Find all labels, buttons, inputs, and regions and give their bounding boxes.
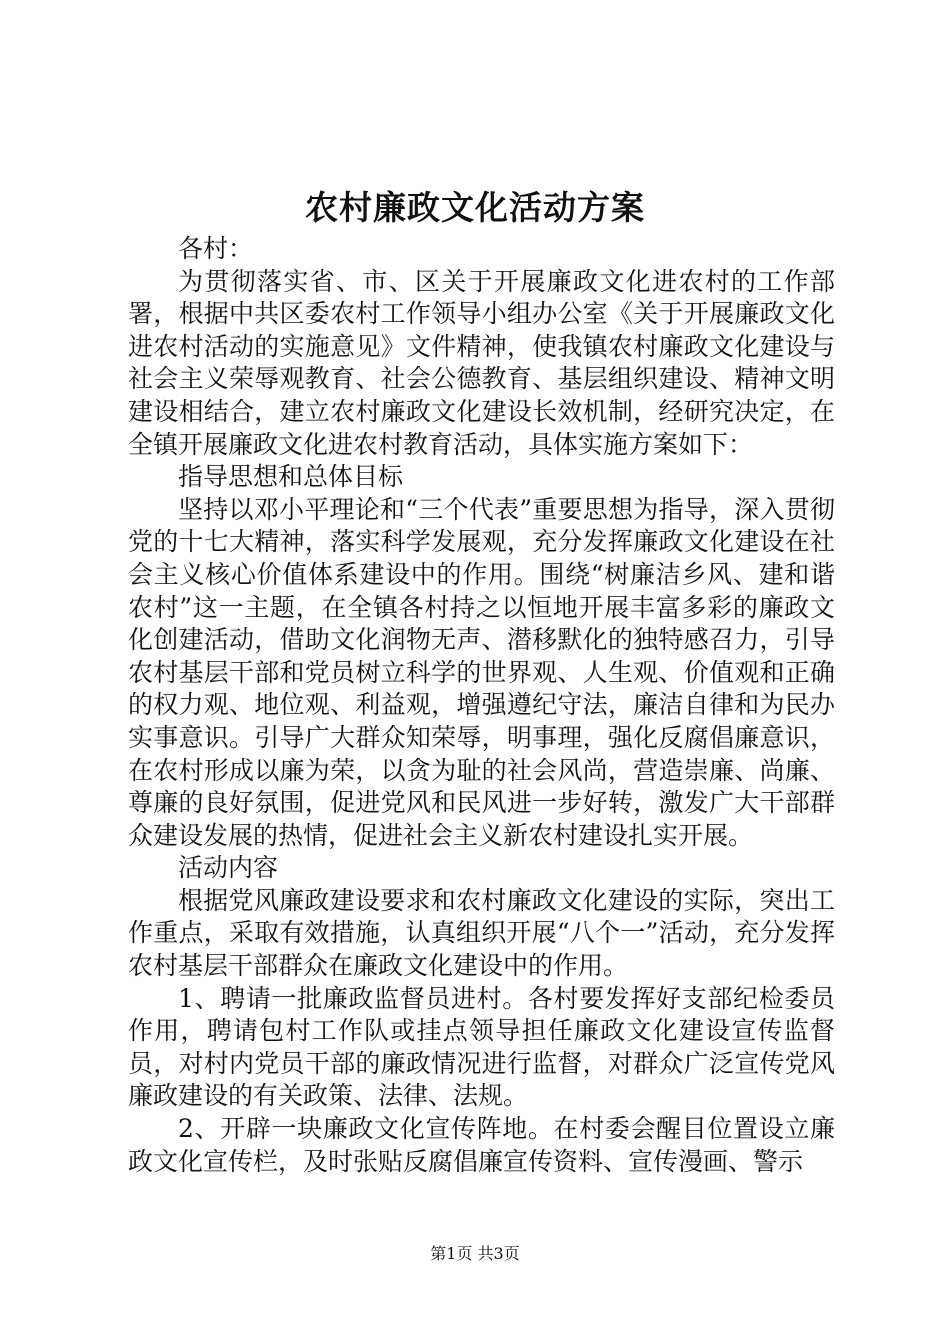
section-heading-activity-content: 活动内容 <box>178 853 279 883</box>
activity-content-paragraph: 根据党风廉政建设要求和农村廉政文化建设的实际，突出工作重点，采取有效措施，认真组织开展“八个一”活动，充分发挥农村基层干部群众在廉政文化建设中的作用。 <box>128 885 835 981</box>
intro-paragraph: 为贯彻落实省、市、区关于开展廉政文化进农村的工作部署，根据中共区委农村工作领导小组办公室《关于开展廉政文化进农村活动的实施意见》文件精神，使我镇农村廉政文化建设与社会主义荣辱观教育、社会公德教育、基层组织建设、精神文明建设相结合，建立农村廉政文化建设长效机制，经研究决定，在全镇开展廉政文化进农村教育活动，具体实施方案如下： <box>128 266 835 459</box>
document-title: 农村廉政文化活动方案 <box>305 188 645 227</box>
list-item-2: 2、开辟一块廉政文化宣传阵地。在村委会醒目位置设立廉政文化宣传栏，及时张贴反腐倡廉宣传资料、宣传漫画、警示 <box>128 1114 835 1176</box>
salutation: 各村： <box>178 234 254 263</box>
list-item-1: 1、聘请一批廉政监督员进村。各村要发挥好支部纪检委员作用，聘请包村工作队或挂点领导担任廉政文化建设宣传监督员，对村内党员干部的廉政情况进行监督，对群众广泛宣传党风廉政建设的有关政策、法律、法规。 <box>128 983 835 1111</box>
section-heading-guiding-ideology: 指导思想和总体目标 <box>178 462 404 492</box>
page-number-footer: 第1页 共3页 <box>430 1244 520 1263</box>
document-body <box>128 233 835 1178</box>
guiding-ideology-paragraph: 坚持以邓小平理论和“三个代表”重要思想为指导，深入贯彻党的十七大精神，落实科学发展观，充分发挥廉政文化建设在社会主义核心价值体系建设中的作用。围绕“树廉洁乡风、建和谐农村”这一主题，在全镇各村持之以恒地开展丰富多彩的廉政文化创建活动，借助文化润物无声、潜移默化的独特感召力，引导农村基层干部和党员树立科学的世界观、人生观、价值观和正确的权力观、地位观、利益观，增强遵纪守法，廉洁自律和为民办实事意识。引导广大群众知荣辱，明事理，强化反腐倡廉意识，在农村形成以廉为荣，以贪为耻的社会风尚，营造崇廉、尚廉、尊廉的良好氛围，促进党风和民风进一步好转，激发广大干部群众建设发展的热情，促进社会主义新农村建设扎实开展。 <box>128 494 835 850</box>
